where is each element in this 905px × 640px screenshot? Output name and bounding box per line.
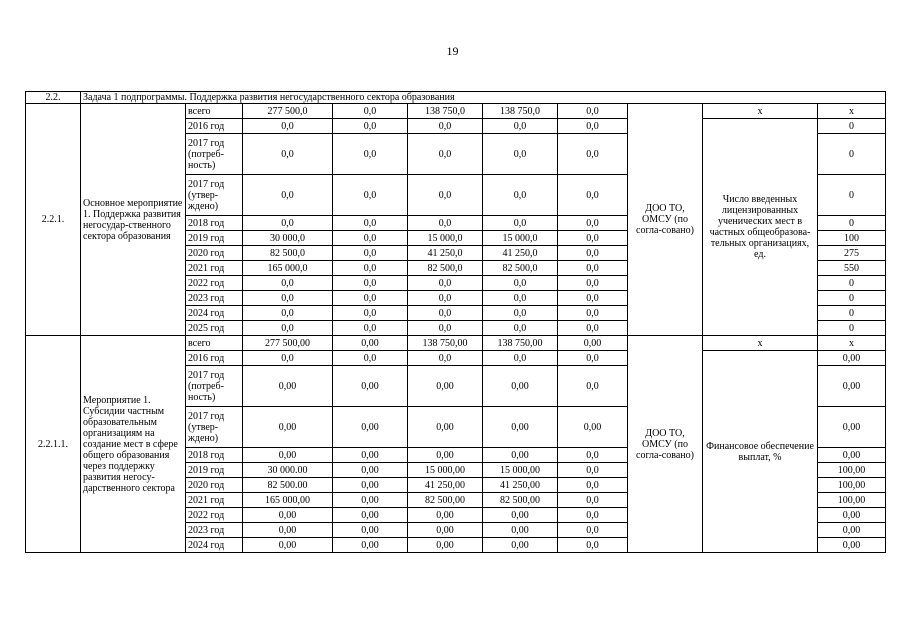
col1-cell: 0,00 (333, 508, 408, 523)
col1-cell: 0,0 (333, 104, 408, 119)
col3-cell: 138 750,0 (483, 104, 558, 119)
col3-cell: 0,0 (483, 351, 558, 366)
col4-cell: 0,0 (558, 508, 628, 523)
col2-cell: 0,00 (408, 448, 483, 463)
col4-cell: 0,0 (558, 216, 628, 231)
year-cell: 2021 год (186, 493, 243, 508)
indicator-value-cell: 0 (818, 134, 886, 175)
col1-cell: 0,0 (333, 134, 408, 175)
col3-cell: 0,0 (483, 276, 558, 291)
col4-cell: 0,0 (558, 246, 628, 261)
total-cell: 165 000,0 (243, 261, 333, 276)
col1-cell: 0,0 (333, 321, 408, 336)
total-cell: 0,0 (243, 134, 333, 175)
col3-cell: 0,0 (483, 216, 558, 231)
col1-cell: 0,0 (333, 246, 408, 261)
col4-cell: 0,0 (558, 463, 628, 478)
col3-cell: 138 750,00 (483, 336, 558, 351)
total-cell: 30 000,0 (243, 231, 333, 246)
col3-cell: 0,0 (483, 134, 558, 175)
total-cell: 165 000,00 (243, 493, 333, 508)
indicator-value-cell: x (818, 104, 886, 119)
col4-cell: 0,00 (558, 407, 628, 448)
total-cell: 0,00 (243, 523, 333, 538)
col2-cell: 15 000,0 (408, 231, 483, 246)
col1-cell: 0,0 (333, 216, 408, 231)
executor-cell: ДОО ТО, ОМСУ (по согла-совано) (628, 336, 703, 553)
indicator-value-cell: 0,00 (818, 448, 886, 463)
year-cell: 2018 год (186, 216, 243, 231)
total-cell: 82 500,0 (243, 246, 333, 261)
year-cell: 2017 год (потреб-ность) (186, 366, 243, 407)
col2-cell: 0,0 (408, 134, 483, 175)
indicator-value-cell: 100,00 (818, 493, 886, 508)
indicator-value-cell: 100,00 (818, 478, 886, 493)
block-code: 2.2.1. (26, 104, 81, 336)
col2-cell: 82 500,00 (408, 493, 483, 508)
col3-cell: 0,00 (483, 448, 558, 463)
col4-cell: 0,0 (558, 119, 628, 134)
total-cell: 0,00 (243, 538, 333, 553)
indicator-value-cell: 0 (818, 291, 886, 306)
col3-cell: 0,00 (483, 523, 558, 538)
col2-cell: 0,0 (408, 291, 483, 306)
col4-cell: 0,0 (558, 493, 628, 508)
col3-cell: 0,0 (483, 321, 558, 336)
indicator-value-cell: 0 (818, 216, 886, 231)
table-row (26, 104, 886, 119)
col2-cell: 0,00 (408, 523, 483, 538)
year-cell: 2020 год (186, 246, 243, 261)
col4-cell: 0,0 (558, 448, 628, 463)
year-cell: 2023 год (186, 523, 243, 538)
col3-cell: 82 500,0 (483, 261, 558, 276)
year-cell: 2017 год (утвер-ждено) (186, 175, 243, 216)
block-code: 2.2.1.1. (26, 336, 81, 553)
indicator-value-cell: 0 (818, 306, 886, 321)
col1-cell: 0,00 (333, 463, 408, 478)
year-cell: 2018 год (186, 448, 243, 463)
col2-cell: 0,00 (408, 508, 483, 523)
year-cell: 2019 год (186, 463, 243, 478)
total-cell: 0,00 (243, 508, 333, 523)
year-cell: всего (186, 336, 243, 351)
col2-cell: 0,0 (408, 351, 483, 366)
col3-cell: 15 000,0 (483, 231, 558, 246)
col2-cell: 0,00 (408, 366, 483, 407)
total-cell: 0,00 (243, 366, 333, 407)
col4-cell: 0,0 (558, 538, 628, 553)
total-cell: 30 000.00 (243, 463, 333, 478)
col3-cell: 0,00 (483, 508, 558, 523)
col2-cell: 0,0 (408, 321, 483, 336)
indicator-cell: Финансовое обеспечение выплат, % (703, 351, 818, 553)
col1-cell: 0,00 (333, 478, 408, 493)
indicator-value-cell: 0 (818, 119, 886, 134)
total-cell: 0,00 (243, 407, 333, 448)
col4-cell: 0,0 (558, 261, 628, 276)
year-cell: 2025 год (186, 321, 243, 336)
year-cell: всего (186, 104, 243, 119)
col1-cell: 0,00 (333, 448, 408, 463)
col4-cell: 0,0 (558, 134, 628, 175)
col2-cell: 0,0 (408, 119, 483, 134)
col4-cell: 0,0 (558, 276, 628, 291)
table-row (26, 336, 886, 351)
col1-cell: 0,0 (333, 175, 408, 216)
task-code: 2.2. (26, 92, 81, 104)
total-cell: 0,0 (243, 276, 333, 291)
page-number: 19 (446, 44, 459, 58)
col4-cell: 0,0 (558, 104, 628, 119)
col3-cell: 0,00 (483, 407, 558, 448)
col4-cell: 0,0 (558, 175, 628, 216)
col1-cell: 0,0 (333, 291, 408, 306)
executor-cell: ДОО ТО, ОМСУ (по согла-совано) (628, 104, 703, 336)
total-cell: 0,0 (243, 351, 333, 366)
year-cell: 2024 год (186, 538, 243, 553)
col1-cell: 0,0 (333, 119, 408, 134)
total-cell: 277 500,00 (243, 336, 333, 351)
col4-cell: 0,0 (558, 523, 628, 538)
indicator-x-cell: x (703, 336, 818, 351)
total-cell: 0,0 (243, 175, 333, 216)
col1-cell: 0,00 (333, 336, 408, 351)
col1-cell: 0,00 (333, 493, 408, 508)
col2-cell: 0,0 (408, 216, 483, 231)
total-cell: 0,0 (243, 291, 333, 306)
year-cell: 2021 год (186, 261, 243, 276)
table-body (26, 92, 886, 553)
year-cell: 2020 год (186, 478, 243, 493)
col4-cell: 0,0 (558, 478, 628, 493)
col4-cell: 0,0 (558, 351, 628, 366)
col2-cell: 0,0 (408, 306, 483, 321)
task-row (26, 92, 886, 104)
col3-cell: 0,00 (483, 366, 558, 407)
col1-cell: 0,00 (333, 366, 408, 407)
indicator-value-cell: 0 (818, 321, 886, 336)
col3-cell: 0,00 (483, 538, 558, 553)
indicator-value-cell: 550 (818, 261, 886, 276)
year-cell: 2016 год (186, 119, 243, 134)
col2-cell: 15 000,00 (408, 463, 483, 478)
col3-cell: 0,0 (483, 119, 558, 134)
col3-cell: 0,0 (483, 291, 558, 306)
col2-cell: 138 750,00 (408, 336, 483, 351)
col2-cell: 0,00 (408, 538, 483, 553)
indicator-x-cell: x (703, 104, 818, 119)
col3-cell: 0,0 (483, 175, 558, 216)
col2-cell: 0,0 (408, 175, 483, 216)
total-cell: 0,0 (243, 321, 333, 336)
col1-cell: 0,00 (333, 538, 408, 553)
block-name: Основное мероприятие 1. Поддержка развития негосудар-ственного сектора образования (81, 104, 186, 336)
year-cell: 2019 год (186, 231, 243, 246)
col1-cell: 0,0 (333, 231, 408, 246)
col2-cell: 138 750,0 (408, 104, 483, 119)
col4-cell: 0,0 (558, 291, 628, 306)
col2-cell: 0,00 (408, 407, 483, 448)
col3-cell: 0,0 (483, 306, 558, 321)
col3-cell: 15 000,00 (483, 463, 558, 478)
program-table (25, 91, 886, 553)
indicator-value-cell: 275 (818, 246, 886, 261)
indicator-value-cell: 100,00 (818, 463, 886, 478)
col1-cell: 0,00 (333, 407, 408, 448)
total-cell: 0,0 (243, 306, 333, 321)
year-cell: 2024 год (186, 306, 243, 321)
indicator-value-cell: 0,00 (818, 407, 886, 448)
col3-cell: 82 500,00 (483, 493, 558, 508)
total-cell: 277 500,0 (243, 104, 333, 119)
col2-cell: 41 250,00 (408, 478, 483, 493)
col4-cell: 0,0 (558, 321, 628, 336)
indicator-value-cell: 0,00 (818, 366, 886, 407)
indicator-value-cell: 100 (818, 231, 886, 246)
col2-cell: 41 250,0 (408, 246, 483, 261)
year-cell: 2022 год (186, 276, 243, 291)
indicator-value-cell: x (818, 336, 886, 351)
year-cell: 2016 год (186, 351, 243, 366)
col4-cell: 0,0 (558, 366, 628, 407)
task-title: Задача 1 подпрограммы. Поддержка развития негосударственного сектора образования (81, 92, 886, 104)
col3-cell: 41 250,0 (483, 246, 558, 261)
col1-cell: 0,0 (333, 261, 408, 276)
col1-cell: 0,00 (333, 523, 408, 538)
col4-cell: 0,00 (558, 336, 628, 351)
col1-cell: 0,0 (333, 306, 408, 321)
col2-cell: 0,0 (408, 276, 483, 291)
block-name: Мероприятие 1. Субсидии частным образовательным организациям на создание мест в сфере общего образования через поддержку развития негосу-дарственного сектора (81, 336, 186, 553)
col4-cell: 0,0 (558, 306, 628, 321)
year-cell: 2022 год (186, 508, 243, 523)
total-cell: 0,00 (243, 448, 333, 463)
year-cell: 2017 год (потреб-ность) (186, 134, 243, 175)
total-cell: 0,0 (243, 119, 333, 134)
total-cell: 82 500.00 (243, 478, 333, 493)
col1-cell: 0,0 (333, 351, 408, 366)
total-cell: 0,0 (243, 216, 333, 231)
indicator-value-cell: 0 (818, 175, 886, 216)
year-cell: 2023 год (186, 291, 243, 306)
indicator-value-cell: 0 (818, 276, 886, 291)
col3-cell: 41 250,00 (483, 478, 558, 493)
col2-cell: 82 500,0 (408, 261, 483, 276)
col4-cell: 0,0 (558, 231, 628, 246)
indicator-cell: Число введенных лицензированных ученических мест в частных общеобразова-тельных организациях, ед. (703, 119, 818, 336)
col1-cell: 0,0 (333, 276, 408, 291)
indicator-value-cell: 0,00 (818, 538, 886, 553)
year-cell: 2017 год (утвер-ждено) (186, 407, 243, 448)
indicator-value-cell: 0,00 (818, 508, 886, 523)
indicator-value-cell: 0,00 (818, 351, 886, 366)
indicator-value-cell: 0,00 (818, 523, 886, 538)
